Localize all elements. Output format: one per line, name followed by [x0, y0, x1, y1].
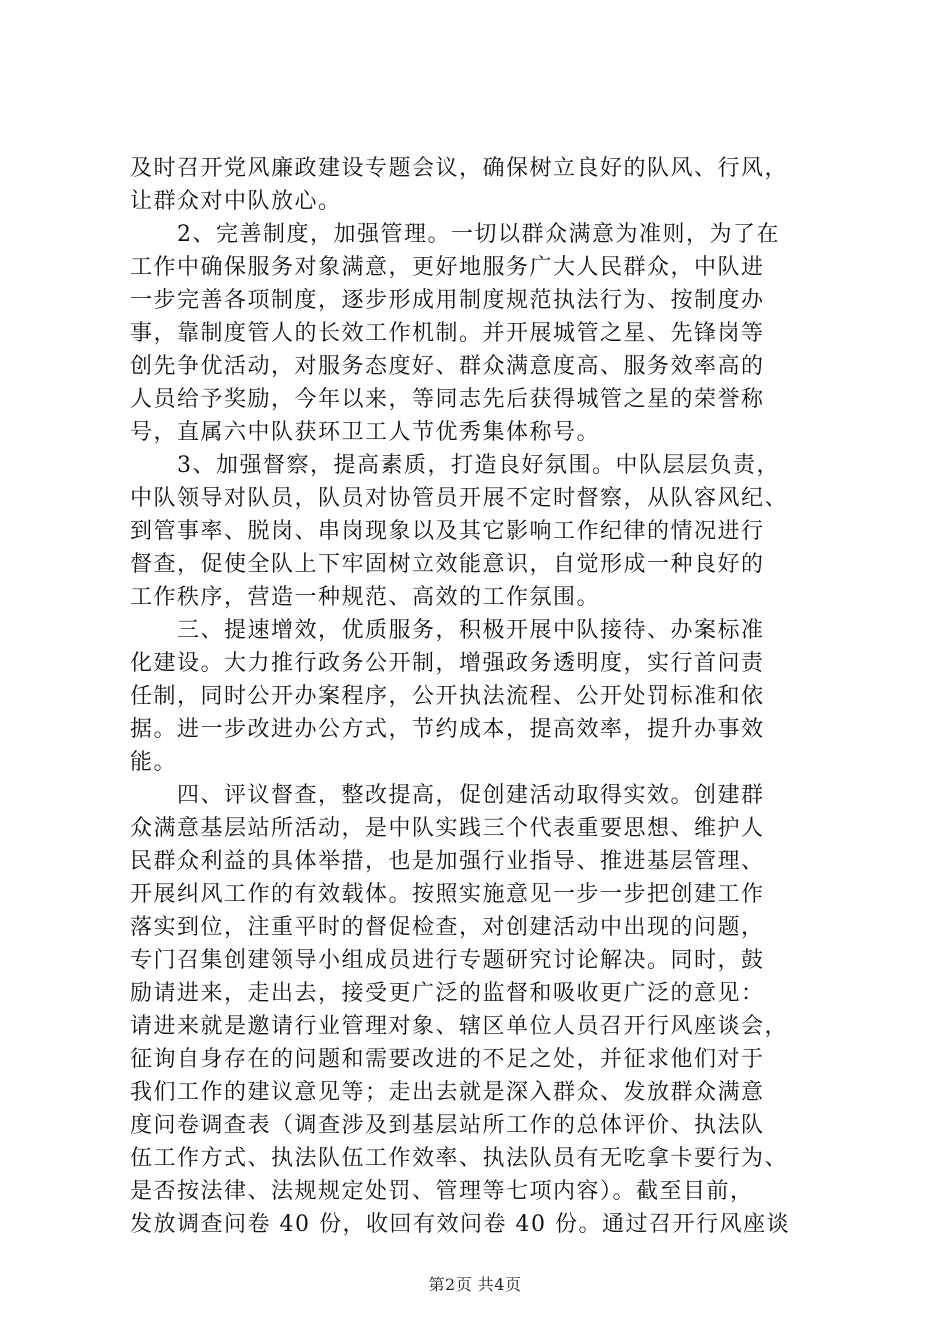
- text-line: 让群众对中队放心。: [130, 189, 342, 214]
- text-line: 督查，促使全队上下牢固树立效能意识，自觉形成一种良好的: [130, 552, 765, 577]
- text-line: 落实到位，注重平时的督促检查，对创建活动中出现的问题，: [130, 915, 765, 940]
- text-line: 开展纠风工作的有效载体。按照实施意见一步一步把创建工作: [130, 882, 765, 907]
- text-line: 3、加强督察，提高素质，打造良好氛围。中队层层负责，: [130, 453, 780, 478]
- document-body: [130, 152, 836, 1241]
- text-line: 及时召开党风廉政建设专题会议，确保树立良好的队风、行风，: [130, 156, 789, 181]
- text-line: 众满意基层站所活动，是中队实践三个代表重要思想、维护人: [130, 816, 765, 841]
- text-line: 四、评议督查，整改提高，促创建活动取得实效。创建群: [130, 783, 765, 808]
- text-line: 2、完善制度，加强管理。一切以群众满意为准则，为了在: [130, 222, 780, 247]
- text-line: 三、提速增效，优质服务，积极开展中队接待、办案标准: [130, 618, 765, 643]
- text-line: 人员给予奖励，今年以来，等同志先后获得城管之星的荣誉称: [130, 387, 765, 412]
- page-footer: 第2页 共4页: [428, 1275, 522, 1294]
- text-line: 任制，同时公开办案程序，公开执法流程、公开处罚标准和依: [130, 684, 765, 709]
- text-line: 能。: [130, 750, 178, 775]
- text-line: 是否按法律、法规规定处罚、管理等七项内容）。截至目前，: [130, 1179, 754, 1204]
- text-line: 专门召集创建领导小组成员进行专题研究讨论解决。同时，鼓: [130, 948, 765, 973]
- text-line: 度问卷调查表（调查涉及到基层站所工作的总体评价、执法队: [130, 1113, 765, 1138]
- text-line: 征询自身存在的问题和需要改进的不足之处，并征求他们对于: [130, 1047, 765, 1072]
- text-line: 事，靠制度管人的长效工作机制。并开展城管之星、先锋岗等: [130, 321, 765, 346]
- text-line: 工作中确保服务对象满意，更好地服务广大人民群众，中队进: [130, 255, 765, 280]
- text-line: 到管事率、脱岗、串岗现象以及其它影响工作纪律的情况进行: [130, 519, 765, 544]
- text-line: 化建设。大力推行政务公开制，增强政务透明度，实行首问责: [130, 651, 765, 676]
- text-line: 中队领导对队员，队员对协管员开展不定时督察，从队容风纪、: [130, 486, 789, 511]
- text-line: 工作秩序，营造一种规范、高效的工作氛围。: [130, 585, 601, 610]
- text-line: 发放调查问卷 40 份，收回有效问卷 40 份。通过召开行风座谈: [130, 1212, 790, 1237]
- text-line: 一步完善各项制度，逐步形成用制度规范执法行为、按制度办: [130, 288, 765, 313]
- text-line: 据。进一步改进办公方式，节约成本，提高效率，提升办事效: [130, 717, 765, 742]
- text-line: 民群众利益的具体举措，也是加强行业指导、推进基层管理、: [130, 849, 765, 874]
- text-line: 号，直属六中队获环卫工人节优秀集体称号。: [130, 420, 601, 445]
- text-line: 创先争优活动，对服务态度好、群众满意度高、服务效率高的: [130, 354, 765, 379]
- text-line: 我们工作的建议意见等；走出去就是深入群众、发放群众满意: [130, 1080, 765, 1105]
- text-line: 请进来就是邀请行业管理对象、辖区单位人员召开行风座谈会，: [130, 1014, 789, 1039]
- text-line: 伍工作方式、执法队伍工作效率、执法队员有无吃拿卡要行为、: [130, 1146, 789, 1171]
- text-line: 励请进来，走出去，接受更广泛的监督和吸收更广泛的意见：: [130, 981, 765, 1006]
